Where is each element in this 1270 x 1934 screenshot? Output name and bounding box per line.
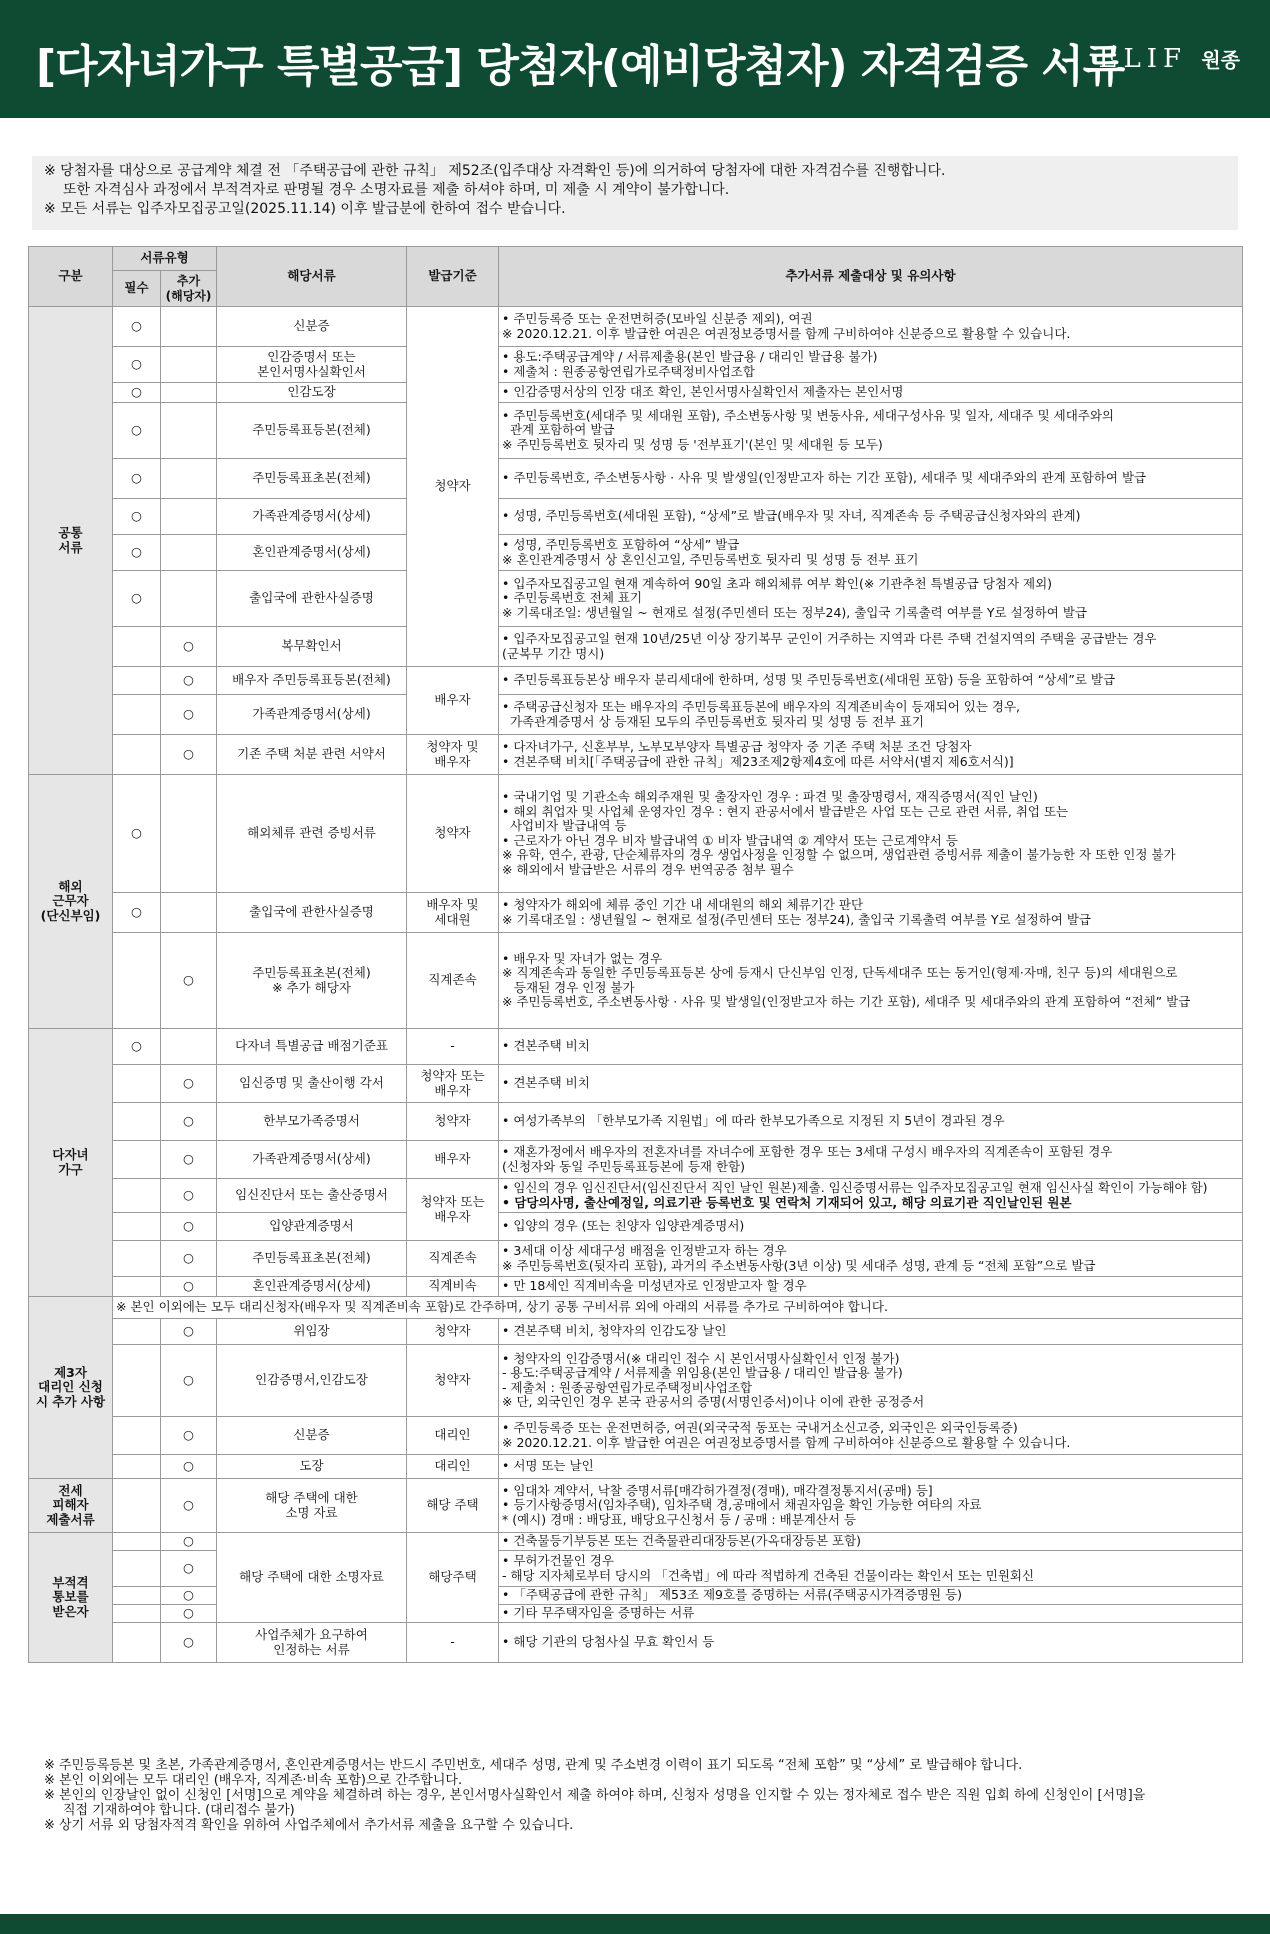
document-name: 가족관계증명서(상세) <box>217 695 407 735</box>
note-line: - 해당 지자체로부터 당시의 「건축법」에 따라 적법하게 건축된 건물이라는 확인서 또는 민원회신 <box>502 1567 1035 1583</box>
issue-standard: 배우자 <box>407 1141 499 1179</box>
note-line: • 견본주택 비치 <box>502 1038 590 1054</box>
table-row <box>29 1455 1243 1479</box>
additional-mark: ○ <box>161 695 217 735</box>
note-line: • 주민등록번호(세대주 및 세대원 포함), 주소변동사항 및 변동사유, 세대구성사유 및 일자, 세대주 및 세대주와의 <box>502 407 1115 423</box>
required-mark-empty <box>113 1065 161 1103</box>
document-name: 임신진단서 또는 출산증명서 <box>217 1179 407 1213</box>
footnote-3: ※ 본인의 인장날인 없이 신청인 [서명]으로 계약을 체결하려 하는 경우, 본인서명사실확인서 제출 하여야 하며, 신청자 성명을 인지할 수 있는 정자체로 접수 받은 직원 입회 하에 신청인이 [서명]을 <box>44 1788 1146 1803</box>
table-row <box>29 667 1243 695</box>
note-line: • 입주자모집공고일 현재 계속하여 90일 초과 해외체류 여부 확인(※ 기관추천 특별공급 당첨자 제외) <box>502 575 1053 591</box>
row-notes <box>499 775 1243 893</box>
row-notes <box>499 1065 1243 1103</box>
table-row <box>29 627 1243 667</box>
note-line: ※ 기록대조일: 생년월일 ~ 현재로 설정(주민센터 또는 정부24), 출입국 기록출력 여부를 Y로 설정하여 발급 <box>502 604 1088 620</box>
proxy-notice: ※ 본인 이외에는 모두 대리신청자(배우자 및 직계존비속 포함)로 간주하며, 상기 공통 구비서류 외에 아래의 서류를 추가로 구비하여야 합니다. <box>113 1297 1243 1319</box>
brand-main: ELIF <box>1098 44 1188 74</box>
category-multichild: 다자녀 가구 <box>29 1029 113 1297</box>
row-notes <box>499 347 1243 383</box>
row-notes <box>499 735 1243 775</box>
note-line: • 만 18세인 직계비속을 미성년자로 인정받고자 할 경우 <box>502 1278 807 1294</box>
note-line: • 주택공급신청자 또는 배우자의 주민등록표등본에 배우자의 직계존비속이 등재되어 있는 경우, <box>502 699 1021 714</box>
row-notes <box>499 1103 1243 1141</box>
document-name: 기존 주택 처분 관련 서약서 <box>217 735 407 775</box>
row-notes <box>499 499 1243 535</box>
note-line: • 성명, 주민등록번호 포함하여 “상세” 발급 <box>502 537 740 552</box>
required-mark-empty <box>113 1533 161 1551</box>
required-mark-empty <box>113 1179 161 1213</box>
note-line: • 임대차 계약서, 낙찰 증명서류[매각허가결정(경매), 매각결정통지서(공매) 등] <box>502 1482 933 1498</box>
document-name: 출입국에 관한사실증명 <box>217 893 407 933</box>
note-line: ※ 해외에서 발급받은 서류의 경우 번역공증 첨부 필수 <box>502 861 794 877</box>
required-mark-empty <box>113 695 161 735</box>
issue-standard: 직계비속 <box>407 1277 499 1297</box>
document-name: 해당 주택에 대한 소명 자료 <box>217 1479 407 1533</box>
issue-standard: 해당주택 <box>407 1533 499 1623</box>
note-line: • 주민등록번호 전체 표기 <box>502 590 643 606</box>
note-line: • 입주자모집공고일 현재 10년/25년 이상 장기복무 군인이 거주하는 지역과 다른 주택 건설지역의 주택을 공급받는 경우 <box>502 631 1157 646</box>
required-mark-empty <box>113 1551 161 1587</box>
table-row <box>29 403 1243 459</box>
required-mark-empty <box>113 1587 161 1605</box>
footnote-1: ※ 주민등록등본 및 초본, 가족관계증명서, 혼인관계증명서는 반드시 주민번호, 세대주 성명, 관계 및 주소변경 이력이 표기 되도록 “전체 포함” 및 “상세” 로 발급해야 합니다. <box>44 1758 1023 1773</box>
row-notes <box>499 1533 1243 1551</box>
required-mark: ○ <box>113 893 161 933</box>
document-name: 해외체류 관련 증빙서류 <box>217 775 407 893</box>
category-common: 공통 서류 <box>29 307 113 775</box>
required-mark-empty <box>113 1479 161 1533</box>
required-mark-empty <box>113 627 161 667</box>
table-row <box>29 1417 1243 1455</box>
header-document: 해당서류 <box>217 247 407 307</box>
note-line: ※ 2020.12.21. 이후 발급한 여권은 여권정보증명서를 함께 구비하여야 신분증으로 활용할 수 있습니다. <box>502 1434 1071 1450</box>
document-name: 사업주체가 요구하여 인정하는 서류 <box>217 1623 407 1663</box>
required-mark: ○ <box>113 347 161 383</box>
table-row <box>29 893 1243 933</box>
note-line: ※ 유학, 연수, 관광, 단순체류자의 경우 생업사정을 인정할 수 없으며, 생업관련 증빙서류 제출이 불가능한 자 또한 인정 불가 <box>502 847 1176 862</box>
required-mark: ○ <box>113 571 161 627</box>
category-lease-victim: 전세 피해자 제출서류 <box>29 1479 113 1533</box>
required-mark-empty <box>113 1241 161 1277</box>
note-line: ※ 2020.12.21. 이후 발급한 여권은 여권정보증명서를 함께 구비하여야 신분증으로 활용할 수 있습니다. <box>502 325 1071 341</box>
row-notes <box>499 307 1243 347</box>
page-header <box>0 0 1270 118</box>
category-ineligible: 부적격 통보를 받은자 <box>29 1533 113 1663</box>
row-notes <box>499 933 1243 1029</box>
table-row <box>29 1297 1243 1319</box>
required-mark-empty <box>113 1277 161 1297</box>
header-doc-type: 서류유형 <box>113 247 217 271</box>
table-row <box>29 1103 1243 1141</box>
note-line: (군복무 기간 명시) <box>502 645 605 661</box>
document-name: 임신증명 및 출산이행 각서 <box>217 1065 407 1103</box>
document-name: 혼인관계증명서(상세) <box>217 1277 407 1297</box>
required-mark-empty <box>113 1345 161 1417</box>
row-notes <box>499 1319 1243 1345</box>
table-row <box>29 695 1243 735</box>
issue-standard: 청약자 또는 배우자 <box>407 1179 499 1241</box>
row-notes <box>499 627 1243 667</box>
document-name: 한부모가족증명서 <box>217 1103 407 1141</box>
required-mark: ○ <box>113 307 161 347</box>
additional-mark-empty <box>161 571 217 627</box>
note-line: ※ 주민등록번호, 주소변동사항 · 사유 및 발생일(인정받고자 하는 기간 포함), 세대주 및 세대주와의 관계 포함하여 “전체” 발급 <box>502 994 1191 1009</box>
note-line: • 견본주택 비치, 청약자의 인감도장 날인 <box>502 1323 727 1339</box>
row-notes <box>499 1623 1243 1663</box>
note-line: • 용도:주택공급계약 / 서류제출용(본인 발급용 / 대리인 발급용 불가) <box>502 349 878 364</box>
row-notes <box>499 571 1243 627</box>
additional-mark-empty <box>161 403 217 459</box>
note-line: • 근로자가 아닌 경우 비자 발급내역 ① 비자 발급내역 ② 계약서 또는 근로계약서 등 <box>502 832 958 848</box>
additional-mark: ○ <box>161 1103 217 1141</box>
required-mark-empty <box>113 1103 161 1141</box>
document-name: 주민등록표초본(전체) <box>217 459 407 499</box>
required-mark-empty <box>113 1319 161 1345</box>
document-name: 출입국에 관한사실증명 <box>217 571 407 627</box>
additional-mark: ○ <box>161 1417 217 1455</box>
footnotes <box>44 1758 1145 1833</box>
header-notes: 추가서류 제출대상 및 유의사항 <box>499 247 1243 307</box>
issue-standard: 청약자 <box>407 307 499 667</box>
note-line: • 주민등록증 또는 운전면허증(모바일 신분증 제외), 여권 <box>502 311 813 326</box>
row-notes <box>499 1587 1243 1605</box>
row-notes <box>499 695 1243 735</box>
table-row <box>29 1065 1243 1103</box>
required-mark: ○ <box>113 459 161 499</box>
row-notes <box>499 893 1243 933</box>
additional-mark: ○ <box>161 667 217 695</box>
note-line: • 청약자가 해외에 체류 중인 기간 내 세대원의 해외 체류기간 판단 <box>502 897 864 912</box>
table-row <box>29 775 1243 893</box>
document-name: 인감도장 <box>217 383 407 403</box>
document-name: 가족관계증명서(상세) <box>217 1141 407 1179</box>
note-line: • 등기사항증명서(임차주택), 임차주택 경,공매에서 채권자임을 확인 가능한 여타의 자료 <box>502 1497 982 1513</box>
note-line: • 주민등록증 또는 운전면허증, 여권(외국국적 동포는 국내거소신고증, 외국인은 외국인등록증) <box>502 1420 1018 1435</box>
note-line: ※ 기록대조일 : 생년월일 ~ 현재로 설정(주민센터 또는 정부24), 출입국 기록출력 여부를 Y로 설정하여 발급 <box>502 911 1091 927</box>
required-mark: ○ <box>113 1029 161 1065</box>
row-notes <box>499 1551 1243 1587</box>
document-name: 인감증명서,인감도장 <box>217 1345 407 1417</box>
required-mark-empty <box>113 735 161 775</box>
document-name: 가족관계증명서(상세) <box>217 499 407 535</box>
category-overseas: 해외 근무자 (단신부임) <box>29 775 113 1029</box>
additional-mark: ○ <box>161 1605 217 1623</box>
additional-mark: ○ <box>161 1345 217 1417</box>
issue-standard: 청약자 또는 배우자 <box>407 1065 499 1103</box>
required-mark: ○ <box>113 499 161 535</box>
note-line: • 인감증명서상의 인장 대조 확인, 본인서명사실확인서 제출자는 본인서명 <box>502 384 904 400</box>
table-row <box>29 499 1243 535</box>
note-line: • 제출처 : 원종공항연립가로주택정비사업조합 <box>502 363 755 379</box>
document-name: 주민등록표초본(전체) <box>217 1241 407 1277</box>
required-mark-empty <box>113 1417 161 1455</box>
row-notes <box>499 1241 1243 1277</box>
category-proxy: 제3자 대리인 신청 시 추가 사항 <box>29 1297 113 1479</box>
note-line: * (예시) 경매 : 배당표, 배당요구신청서 등 / 공매 : 배분계산서 등 <box>502 1511 857 1527</box>
additional-mark-empty <box>161 459 217 499</box>
required-mark-empty <box>113 1455 161 1479</box>
required-mark-empty <box>113 1141 161 1179</box>
table-header-row <box>29 247 1243 271</box>
table-row <box>29 383 1243 403</box>
additional-mark-empty <box>161 347 217 383</box>
note-line: • 견본주택 비치 <box>502 1075 590 1091</box>
additional-mark: ○ <box>161 1319 217 1345</box>
issue-standard: 대리인 <box>407 1417 499 1455</box>
note-line: • 기타 무주택자임을 증명하는 서류 <box>502 1605 695 1621</box>
row-notes <box>499 667 1243 695</box>
table-row <box>29 1141 1243 1179</box>
document-name: 주민등록표등본(전체) <box>217 403 407 459</box>
row-notes <box>499 1345 1243 1417</box>
notice-box <box>32 156 1238 230</box>
note-line: • 국내기업 및 기관소속 해외주재원 및 출장자인 경우 : 파견 및 출장명령서, 재직증명서(직인 날인) <box>502 789 1038 804</box>
required-mark-empty <box>113 1623 161 1663</box>
additional-mark-empty <box>161 307 217 347</box>
table-row <box>29 1029 1243 1065</box>
additional-mark-empty <box>161 1029 217 1065</box>
page-title: [다자녀가구 특별공급] 당첨자(예비당첨자) 자격검증 서류 <box>36 41 1125 92</box>
issue-standard: 청약자 및 배우자 <box>407 735 499 775</box>
additional-mark-empty <box>161 383 217 403</box>
footnote-5: ※ 상기 서류 외 당첨자적격 확인을 위하여 사업주체에서 추가서류 제출을 요구할 수 있습니다. <box>44 1818 574 1833</box>
issue-standard: 청약자 <box>407 775 499 893</box>
issue-standard: - <box>407 1623 499 1663</box>
required-mark-empty <box>113 1605 161 1623</box>
note-line: • 해외 취업자 및 사업체 운영자인 경우 : 현지 관공서에서 발급받은 사업 또는 근로 관련 서류, 취업 또는 <box>502 803 1069 819</box>
note-line: ※ 주민등록번호(뒷자리 포함), 과거의 주소변동사항(3년 이상) 및 세대주 성명, 관계 등 “전체 포함”으로 발급 <box>502 1257 1096 1273</box>
additional-mark: ○ <box>161 1065 217 1103</box>
table-row <box>29 307 1243 347</box>
header-category: 구분 <box>29 247 113 307</box>
row-notes <box>499 1213 1243 1241</box>
table-row <box>29 1479 1243 1533</box>
table-row <box>29 1533 1243 1551</box>
table-row <box>29 1587 1243 1605</box>
row-notes <box>499 1479 1243 1533</box>
issue-standard: 청약자 <box>407 1345 499 1417</box>
table-row <box>29 1605 1243 1623</box>
row-notes <box>499 1179 1243 1213</box>
document-name: 신분증 <box>217 307 407 347</box>
document-name: 인감증명서 또는 본인서명사실확인서 <box>217 347 407 383</box>
document-name: 주민등록표초본(전체) ※ 추가 해당자 <box>217 933 407 1029</box>
note-line: • 주민등록표등본상 배우자 분리세대에 한하며, 성명 및 주민등록번호(세대원 포함) 등을 포함하여 “상세”로 발급 <box>502 672 1116 688</box>
footnote-4: 직접 기재하여야 합니다. (대리접수 불가) <box>63 1803 295 1818</box>
required-mark-empty <box>113 933 161 1029</box>
row-notes <box>499 459 1243 499</box>
note-line: 사업비자 발급내역 등 <box>502 818 627 833</box>
note-line: ※ 단, 외국인인 경우 본국 관공서의 증명(서명인증서)이나 이에 관한 공정증서 <box>502 1394 925 1409</box>
additional-mark: ○ <box>161 1551 217 1587</box>
additional-mark: ○ <box>161 1533 217 1551</box>
issue-standard: 청약자 <box>407 1103 499 1141</box>
additional-mark: ○ <box>161 1587 217 1605</box>
additional-mark: ○ <box>161 933 217 1029</box>
footer-bar <box>0 1914 1270 1934</box>
note-line: - 용도:주택공급계약 / 서류제출 위임용(본인 발급용 / 대리인 발급용 불가) <box>502 1365 903 1380</box>
header-standard: 발급기준 <box>407 247 499 307</box>
additional-mark: ○ <box>161 1623 217 1663</box>
row-notes <box>499 383 1243 403</box>
row-notes <box>499 1277 1243 1297</box>
document-name: 도장 <box>217 1455 407 1479</box>
note-line: • 3세대 이상 세대구성 배점을 인정받고자 하는 경우 <box>502 1243 787 1258</box>
issue-standard: 직계존속 <box>407 1241 499 1277</box>
note-line: • 담당의사명, 출산예정일, 의료기관 등록번호 및 연락처 기재되어 있고, 해당 의료기관 직인날인된 원본 <box>502 1194 1072 1210</box>
additional-mark: ○ <box>161 1241 217 1277</box>
row-notes <box>499 1417 1243 1455</box>
required-mark: ○ <box>113 535 161 571</box>
table-row <box>29 735 1243 775</box>
issue-standard: - <box>407 1029 499 1065</box>
additional-mark: ○ <box>161 735 217 775</box>
table-row <box>29 933 1243 1029</box>
note-line: • 무허가건물인 경우 <box>502 1553 614 1568</box>
additional-mark: ○ <box>161 1179 217 1213</box>
issue-standard: 청약자 <box>407 1319 499 1345</box>
note-line: • 배우자 및 자녀가 없는 경우 <box>502 950 663 966</box>
note-line: • 임신의 경우 임신진단서(임신진단서 직인 날인 원본)제출. 임신증명서류는 입주자모집공고일 현재 임신사실 확인이 가능해야 함) <box>502 1180 1208 1195</box>
note-line: • 서명 또는 날인 <box>502 1458 594 1474</box>
table-row <box>29 459 1243 499</box>
note-line: - 제출처 : 원종공항연립가로주택정비사업조합 <box>502 1379 753 1395</box>
required-mark-empty <box>113 667 161 695</box>
table-row <box>29 1623 1243 1663</box>
issue-standard: 직계존속 <box>407 933 499 1029</box>
table-row <box>29 1241 1243 1277</box>
note-line: (신청자와 동일 주민등록표등본에 등재 한함) <box>502 1158 745 1174</box>
additional-mark: ○ <box>161 1277 217 1297</box>
table-row <box>29 1277 1243 1297</box>
row-notes <box>499 1141 1243 1179</box>
note-line: • 청약자의 인감증명서(※ 대리인 접수 시 본인서명사실확인서 인정 불가) <box>502 1350 900 1366</box>
row-notes <box>499 403 1243 459</box>
additional-mark-empty <box>161 893 217 933</box>
document-name: 복무확인서 <box>217 627 407 667</box>
document-name: 위임장 <box>217 1319 407 1345</box>
notice-line-1: ※ 당첨자를 대상으로 공급계약 체결 전 「주택공급에 관한 규칙」 제52조(입주대상 자격확인 등)에 의거하여 당첨자에 대한 자격검수를 진행합니다. <box>44 163 946 179</box>
document-name: 배우자 주민등록표등본(전체) <box>217 667 407 695</box>
required-mark: ○ <box>113 403 161 459</box>
additional-mark: ○ <box>161 1141 217 1179</box>
table-row <box>29 1551 1243 1587</box>
documents-table <box>28 246 1243 1663</box>
note-line: • 견본주택 비치[「주택공급에 관한 규칙」제23조제2항제4호에 따른 서약서(별지 제6호서식)] <box>502 753 1014 769</box>
table-row <box>29 1179 1243 1213</box>
row-notes <box>499 1455 1243 1479</box>
note-line: • 재혼가정에서 배우자의 전혼자녀를 자녀수에 포함한 경우 또는 3세대 구성시 배우자의 직계존속이 포함된 경우 <box>502 1144 1113 1159</box>
note-line: • 입양의 경우 (또는 친양자 입양관계증명서) <box>502 1218 745 1234</box>
note-line: ※ 직계존속과 동일한 주민등록표등본 상에 등재시 단신부임 인정, 단독세대주 또는 동거인(형제·자매, 친구 등)의 세대원으로 <box>502 965 1178 980</box>
issue-standard: 대리인 <box>407 1455 499 1479</box>
additional-mark: ○ <box>161 1479 217 1533</box>
additional-mark: ○ <box>161 1213 217 1241</box>
note-line: • 주민등록번호, 주소변동사항 · 사유 및 발생일(인정받고자 하는 기간 포함), 세대주 및 세대주와의 관계 포함하여 발급 <box>502 470 1147 486</box>
required-mark: ○ <box>113 383 161 403</box>
required-mark: ○ <box>113 775 161 893</box>
document-name: 해당 주택에 대한 소명자료 <box>217 1533 407 1623</box>
note-line: • 다자녀가구, 신혼부부, 노부모부양자 특별공급 청약자 중 기존 주택 처분 조건 당첨자 <box>502 739 972 754</box>
note-line: ※ 주민등록번호 뒷자리 및 성명 등 '전부표기'(본인 및 세대원 등 모두) <box>502 436 883 452</box>
row-notes <box>499 1029 1243 1065</box>
footnote-2: ※ 본인 이외에는 모두 대리인 (배우자, 직계존·비속 포함)으로 간주합니다. <box>44 1773 463 1788</box>
brand-logo <box>1099 44 1240 74</box>
additional-mark-empty <box>161 775 217 893</box>
note-line: • 여성가족부의 「한부모가족 지원법」에 따라 한부모가족으로 지정된 지 5년이 경과된 경우 <box>502 1113 1005 1129</box>
document-name: 다자녀 특별공급 배점기준표 <box>217 1029 407 1065</box>
note-line: ※ 혼인관계증명서 상 혼인신고일, 주민등록번호 뒷자리 및 성명 등 전부 표기 <box>502 551 919 567</box>
notice-line-2: 또한 자격심사 과정에서 부적격자로 판명될 경우 소명자료를 제출 하셔야 하며, 미 제출 시 계약이 불가합니다. <box>63 182 730 198</box>
table-row <box>29 535 1243 571</box>
additional-mark-empty <box>161 535 217 571</box>
issue-standard: 배우자 및 세대원 <box>407 893 499 933</box>
table-row <box>29 1213 1243 1241</box>
header-required: 필수 <box>113 271 161 307</box>
row-notes <box>499 535 1243 571</box>
document-name: 입양관계증명서 <box>217 1213 407 1241</box>
table-row <box>29 1345 1243 1417</box>
note-line: 관계 포함하여 발급 <box>502 422 615 438</box>
header-additional: 추가 (해당자) <box>161 271 217 307</box>
note-line: • 「주택공급에 관한 규칙」 제53조 제9호를 증명하는 서류(주택공시가격증명원 등) <box>502 1587 963 1603</box>
table-row <box>29 347 1243 383</box>
note-line: • 해당 기관의 당첨사실 무효 확인서 등 <box>502 1634 715 1650</box>
document-name: 혼인관계증명서(상세) <box>217 535 407 571</box>
brand-sub: 원종 <box>1201 48 1240 72</box>
notice-line-3: ※ 모든 서류는 입주자모집공고일(2025.11.14) 이후 발급분에 한하여 접수 받습니다. <box>44 201 566 217</box>
table-row <box>29 1319 1243 1345</box>
issue-standard: 배우자 <box>407 667 499 735</box>
row-notes <box>499 1605 1243 1623</box>
document-name: 신분증 <box>217 1417 407 1455</box>
required-mark-empty <box>113 1213 161 1241</box>
additional-mark-empty <box>161 499 217 535</box>
note-line: 등재된 경우 인정 불가 <box>502 979 635 995</box>
note-line: • 건축물등기부등본 또는 건축물관리대장등본(가옥대장등본 포함) <box>502 1533 862 1549</box>
additional-mark: ○ <box>161 627 217 667</box>
issue-standard: 해당 주택 <box>407 1479 499 1533</box>
note-line: 가족관계증명서 상 등재된 모두의 주민등록번호 뒷자리 및 성명 등 전부 표기 <box>502 713 925 729</box>
note-line: • 성명, 주민등록번호(세대원 포함), “상세”로 발급(배우자 및 자녀, 직계존속 등 주택공급신청자와의 관계) <box>502 508 1081 524</box>
additional-mark: ○ <box>161 1455 217 1479</box>
table-row <box>29 571 1243 627</box>
